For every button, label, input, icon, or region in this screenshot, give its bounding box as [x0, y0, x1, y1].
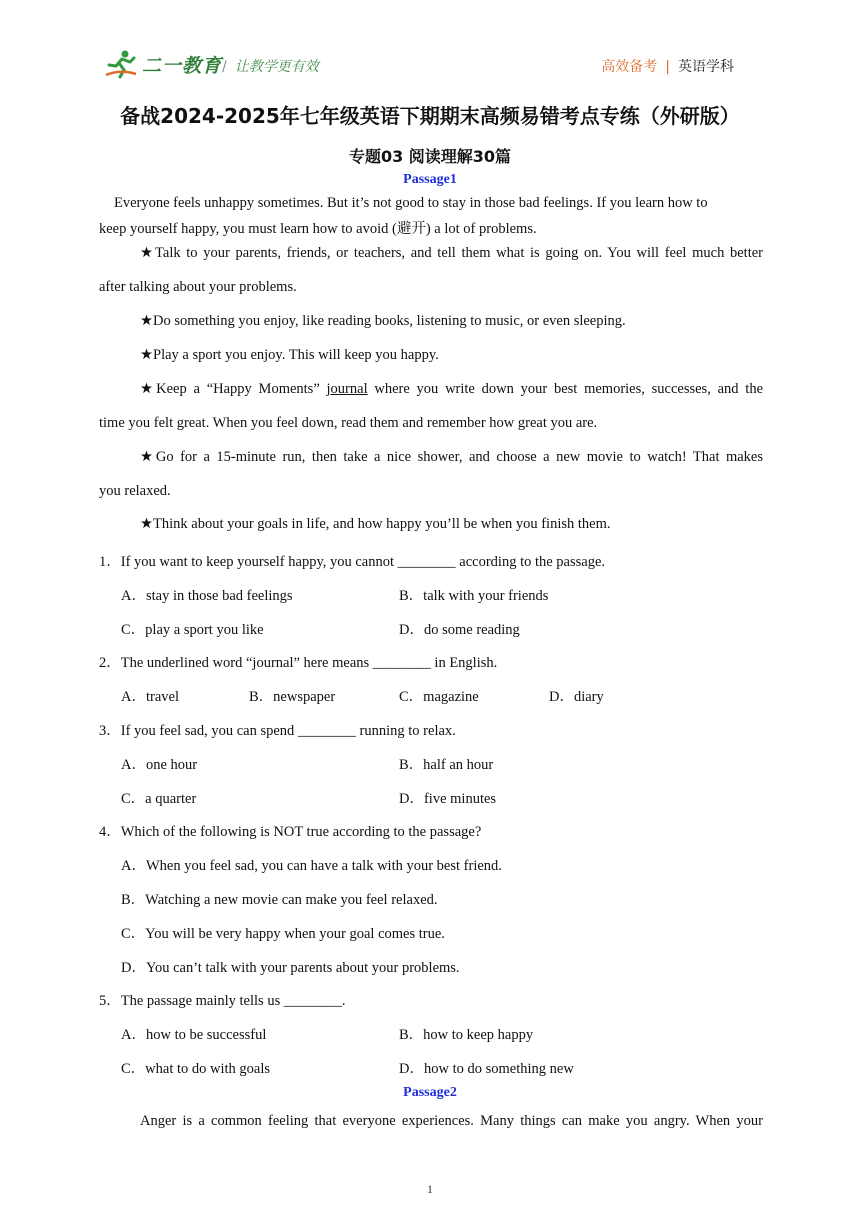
page-header	[0, 0, 860, 90]
page-title: 备战2024-2025年七年级英语下期期末高频易错考点专练（外研版）	[120, 104, 740, 128]
question-1-option-b: B．talk with your friends	[399, 588, 549, 604]
question-4-option-c: C．You will be very happy when your goal comes true.	[121, 926, 445, 942]
question-2-stem: 2．The underlined word “journal” here means ________ in English.	[99, 655, 498, 671]
tip6: ★Think about your goals in life, and how happy you’ll be when you finish them.	[140, 516, 611, 532]
question-2-option-a: A．travel	[121, 689, 179, 705]
passage1-heading: Passage1	[403, 172, 457, 187]
header-right	[601, 56, 734, 76]
slogan-text: 让教学更有效	[234, 59, 319, 75]
passage1-intro-line2: keep yourself happy, you must learn how to avoid (避开) a lot of problems.	[99, 221, 537, 237]
question-1-option-a: A．stay in those bad feelings	[121, 588, 293, 604]
question-5-option-a: A．how to be successful	[121, 1027, 267, 1043]
underlined-word-journal: journal	[326, 381, 368, 397]
header-tag-prep: 高效备考	[601, 59, 658, 75]
tip2: ★Do something you enjoy, like reading books, listening to music, or even sleeping.	[140, 313, 626, 329]
tip3: ★Play a sport you enjoy. This will keep you happy.	[140, 347, 439, 363]
question-3-stem: 3．If you feel sad, you can spend ________ running to relax.	[99, 723, 456, 739]
question-4-stem: 4．Which of the following is NOT true according to the passage?	[99, 824, 482, 840]
question-3-option-d: D．five minutes	[399, 791, 497, 807]
header-tag-subject: 英语学科	[678, 59, 734, 75]
page-number: 1	[427, 1182, 433, 1196]
question-2-option-c: C．magazine	[399, 689, 479, 705]
logo-text: 二一教育	[142, 54, 223, 77]
question-4-option-b: B．Watching a new movie can make you feel relaxed.	[121, 892, 438, 908]
question-5-option-b: B．how to keep happy	[399, 1027, 534, 1043]
tip1-line2: after talking about your problems.	[99, 279, 297, 295]
question-4-option-d: D．You can’t talk with your parents about your problems.	[121, 960, 460, 976]
question-3-option-a: A．one hour	[121, 757, 198, 773]
question-1-option-d: D．do some reading	[399, 622, 520, 638]
page-subtitle: 专题03 阅读理解30篇	[348, 147, 512, 166]
question-1-option-c: C．play a sport you like	[121, 622, 264, 638]
runner-logo-icon	[104, 49, 138, 79]
header-separator: |	[665, 59, 670, 75]
question-4-option-a: A．When you feel sad, you can have a talk with your best friend.	[121, 858, 502, 874]
question-3-option-b: B．half an hour	[399, 757, 494, 773]
passage2-heading: Passage2	[403, 1085, 457, 1100]
tip1-line1: ★Talk to your parents, friends, or teachers, and tell them what is going on. You will feel much better	[140, 245, 763, 261]
passage1-intro-line1: Everyone feels unhappy sometimes. But it’s not good to stay in those bad feelings. If you learn how to	[114, 195, 708, 211]
question-2-option-d: D．diary	[549, 689, 604, 705]
tip4-pre: ★Keep a “Happy Moments”	[140, 381, 320, 397]
tip4-line2: time you felt great. When you feel down, read them and remember how great you are.	[99, 415, 598, 431]
question-3-option-c: C．a quarter	[121, 791, 197, 807]
question-5-stem: 5．The passage mainly tells us ________.	[99, 993, 346, 1009]
slogan: / 让教学更有效	[222, 59, 319, 75]
question-5-option-c: C．what to do with goals	[121, 1061, 271, 1077]
tip5-line2: you relaxed.	[99, 483, 171, 499]
passage2-intro-line1: Anger is a common feeling that everyone experiences. Many things can make you angry. When your	[140, 1113, 763, 1129]
tip4-line1	[140, 381, 763, 398]
tip5-line1: ★Go for a 15-minute run, then take a nice shower, and choose a new movie to watch! That makes	[140, 449, 763, 465]
logo	[104, 48, 222, 80]
question-1-stem: 1．If you want to keep yourself happy, you cannot ________ according to the passage.	[99, 554, 606, 570]
tip4-post: where you write down your best memories, successes, and the	[374, 381, 764, 397]
question-5-option-d: D．how to do something new	[399, 1061, 574, 1077]
question-2-option-b: B．newspaper	[249, 689, 336, 705]
